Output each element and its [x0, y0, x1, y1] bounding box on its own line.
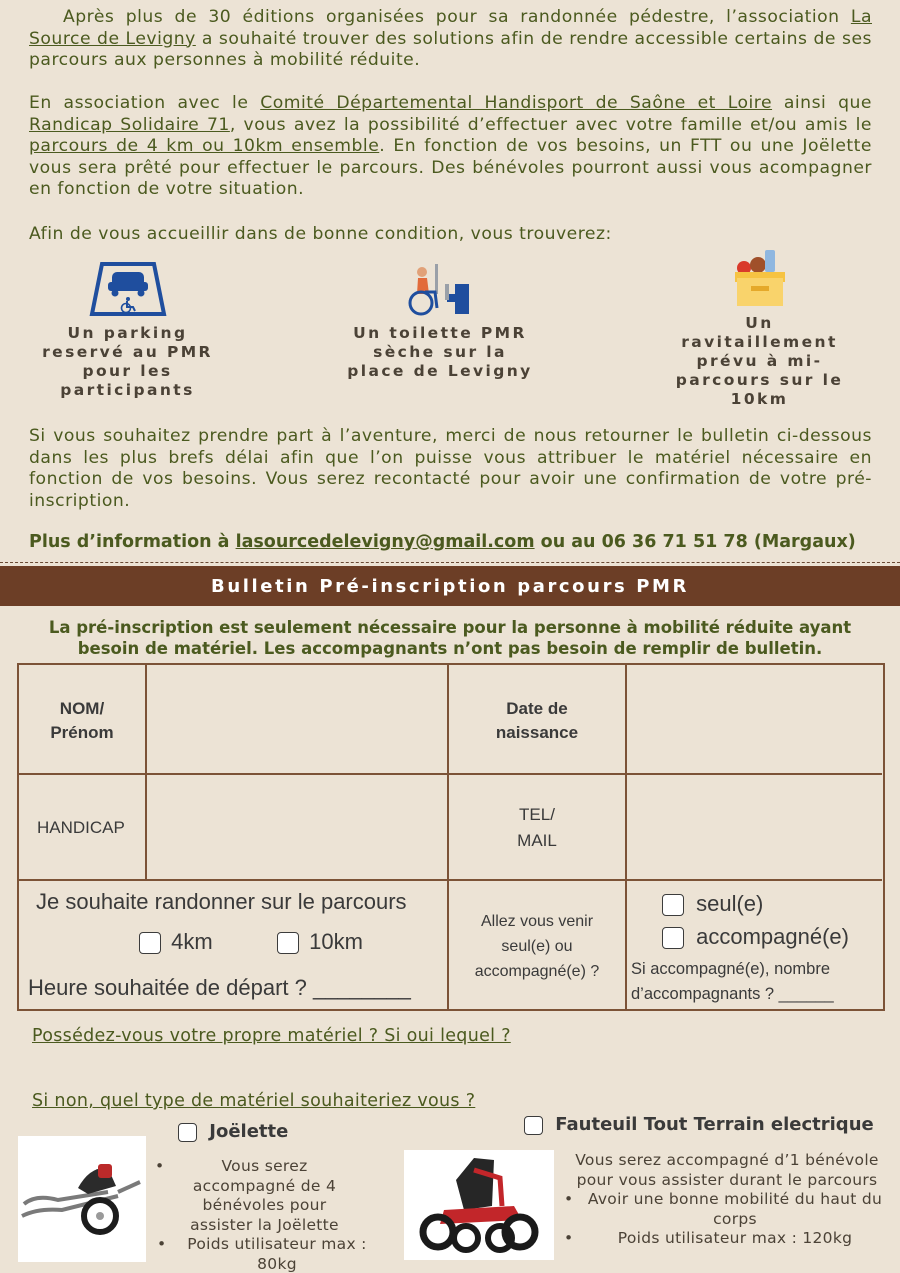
- feature-supply-text: Un ravitaillement prévu à mi-parcours sur le 10km: [675, 314, 844, 408]
- checkbox-accompagne[interactable]: [662, 927, 684, 949]
- joelette-bullet-1: • Vous serez accompagné de 4 bénévoles pour assister la Joëlette: [155, 1157, 339, 1234]
- checkbox-4km[interactable]: [139, 932, 161, 954]
- feature-parking-text: Un parking reservé au PMR pour les participants: [42, 324, 213, 399]
- nb-accompagnants-field[interactable]: Si accompagné(e), nombre d’accompagnants ? ______: [631, 960, 834, 1003]
- ftt-image: [404, 1150, 554, 1260]
- supply-box-icon: [731, 248, 789, 310]
- intro-paragraph-2: En association avec le Comité Départemental Handisport de Saône et Loire ainsi que Randicap Solidaire 71, vous avez la possibilité d’effectuer avec votre famille et/ou amis le parcours de 4 km ou 10km ensemble. En fonction de vos besoins, un FTT ou une Joëlette vous sera prêté pour effectuer le parcours. Des bénévoles pourront aussi vous acompagner en fonction de votre situation.: [29, 93, 872, 199]
- checkbox-ftt[interactable]: [524, 1116, 543, 1135]
- link-randicap-solidaire[interactable]: Randicap Solidaire 71: [29, 114, 230, 135]
- option-10km[interactable]: 10km: [277, 929, 363, 955]
- nom-input[interactable]: [147, 665, 449, 775]
- ftt-bullet-1: • Avoir une bonne mobilité du haut du corps: [564, 1190, 883, 1228]
- date-input[interactable]: [627, 665, 882, 775]
- cell-venir-options: [627, 881, 882, 1009]
- option-ftt[interactable]: Fauteuil Tout Terrain electrique: [524, 1114, 874, 1135]
- closing-paragraph: Si vous souhaitez prendre part à l’aventure, merci de nous retourner le bulletin ci-dessous dans les plus brefs délai afin que l’on puisse vous attribuer le matériel nécessaire en fonction de vos besoins. Vous serez recontacté pour avoir une confirmation de votre pré-inscription.: [29, 426, 872, 511]
- cut-line: [0, 562, 900, 563]
- bulletin-banner: Bulletin Pré-inscription parcours PMR: [0, 566, 900, 606]
- toilet-icon: [405, 260, 475, 318]
- email-link[interactable]: lasourcedelevigny@gmail.com: [235, 532, 535, 552]
- tel-input[interactable]: [627, 775, 882, 881]
- cell-parcours: Je souhaite randonner sur le parcours 4km 10km Heure souhaitée de départ ? ________: [19, 881, 449, 1009]
- checkbox-10km[interactable]: [277, 932, 299, 954]
- registration-form: [17, 663, 885, 1011]
- checkbox-joelette[interactable]: [178, 1123, 197, 1142]
- feature-toilet-text: Un toilette PMR sèche sur la place de Levigny: [347, 324, 533, 380]
- contact-line: Plus d’information à lasourcedelevigny@gmail.com ou au 06 36 71 51 78 (Margaux): [29, 532, 856, 552]
- cell-date-label: Date de naissance: [449, 665, 627, 775]
- option-seul[interactable]: seul(e): [662, 891, 763, 917]
- notice: La pré-inscription est seulement nécessaire pour la personne à mobilité réduite ayant besoin de matériel. Les accompagnants n’ont pas besoin de remplir de bulletin.: [48, 618, 852, 658]
- ftt-bullet-2: • Poids utilisateur max : 120kg: [564, 1229, 853, 1247]
- heure-field[interactable]: Heure souhaitée de départ ? ________: [28, 975, 411, 1000]
- option-accompagne[interactable]: accompagné(e): [662, 924, 849, 950]
- joelette-details: [155, 1157, 387, 1273]
- feature-supply: [672, 248, 847, 409]
- ftt-details: Vous serez accompagné d’1 bénévole pour vous assister durant le parcours • Avoir une bonne mobilité du haut du corps • Poids utilisateur max : 120kg: [564, 1151, 890, 1249]
- question-materiel: Possédez-vous votre propre matériel ? Si oui lequel ?: [32, 1026, 511, 1046]
- link-la-source-de-levigny[interactable]: La Source de Levigny: [29, 7, 872, 49]
- link-parcours[interactable]: parcours de 4 km ou 10km ensemble: [29, 136, 380, 156]
- question-type-materiel: Si non, quel type de matériel souhaiteriez vous ?: [32, 1091, 476, 1111]
- checkbox-seul[interactable]: [662, 894, 684, 916]
- cell-tel-label: TEL/ MAIL: [449, 775, 627, 881]
- parking-icon: [88, 260, 168, 318]
- cell-handicap-label: HANDICAP: [19, 775, 147, 881]
- option-joelette[interactable]: Joëlette: [178, 1121, 288, 1142]
- cell-venir-label: Allez vous venir seul(e) ou accompagné(e) ?: [449, 881, 627, 1009]
- intro-paragraph-3: Afin de vous accueillir dans de bonne condition, vous trouverez:: [29, 224, 612, 244]
- cell-nom-label: NOM/ Prénom: [19, 665, 147, 775]
- joelette-bullet-2: • Poids utilisateur max : 80kg: [157, 1235, 367, 1273]
- feature-parking: [40, 260, 215, 400]
- handicap-input[interactable]: [147, 775, 449, 881]
- intro-paragraph-1: Après plus de 30 éditions organisées pour sa randonnée pédestre, l’association La Source de Levigny a souhaité trouver des solutions afin de rendre accessible certains de ses parcours aux personnes à mobilité réduite.: [29, 7, 872, 70]
- link-comite-handisport[interactable]: Comité Départemental Handisport de Saône et Loire: [260, 93, 773, 113]
- feature-toilet: [345, 260, 535, 381]
- joelette-image: [18, 1136, 146, 1262]
- option-4km[interactable]: 4km: [139, 929, 213, 955]
